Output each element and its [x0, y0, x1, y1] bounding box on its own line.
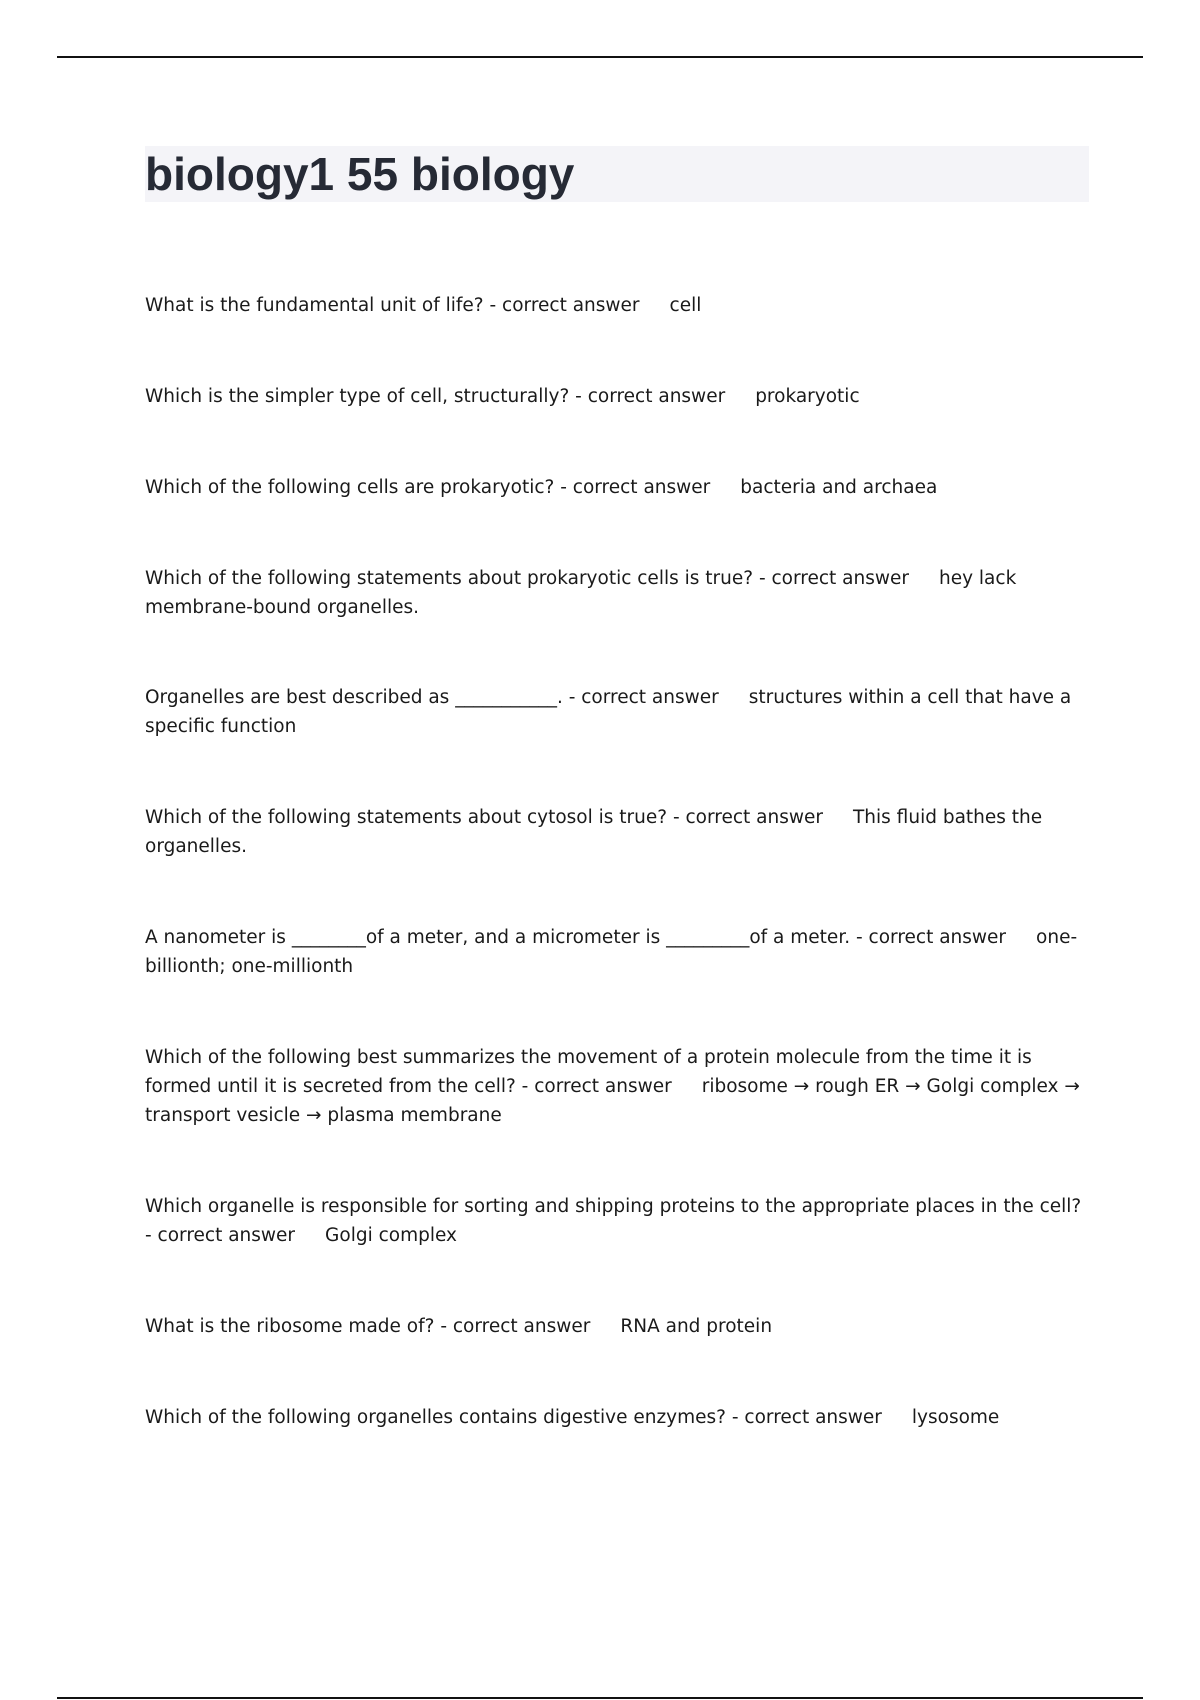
question-text: Which of the following organelles contains digestive enzymes?	[145, 1407, 726, 1428]
answer-label: - correct answer	[434, 1316, 591, 1337]
answer-label: - correct answer	[753, 568, 909, 589]
qa-item	[145, 1192, 1090, 1250]
qa-item	[145, 1312, 1090, 1341]
qa-item	[145, 683, 1090, 741]
answer-label: - correct answer	[850, 927, 1007, 948]
qa-item	[145, 1403, 1090, 1432]
answer-label: - correct answer	[483, 295, 640, 316]
question-text: A nanometer is ________of a meter, and a micrometer is _________of a meter.	[145, 927, 851, 948]
answer-text: structures within a cell that have a specific function	[145, 687, 1072, 737]
answer-label: - correct answer	[667, 807, 823, 828]
answer-text: cell	[669, 295, 702, 316]
question-text: Which of the following best summarizes the movement of a protein molecule from the time it is formed until it is secreted from the cell?	[145, 1047, 1032, 1097]
bottom-rule	[57, 1697, 1143, 1699]
question-text: Which is the simpler type of cell, structurally?	[145, 386, 570, 407]
answer-label: - correct answer	[569, 386, 726, 407]
qa-item	[145, 803, 1090, 861]
answer-text: hey lack membrane-bound organelles.	[145, 568, 1017, 618]
answer-text: prokaryotic	[755, 386, 860, 407]
qa-item	[145, 382, 1090, 411]
question-text: What is the fundamental unit of life?	[145, 295, 484, 316]
question-text: Which organelle is responsible for sorting and shipping proteins to the appropriate places in the cell?	[145, 1196, 1082, 1217]
answer-text: ribosome → rough ER → Golgi complex → transport vesicle → plasma membrane	[145, 1076, 1080, 1126]
answer-label: - correct answer	[554, 477, 711, 498]
question-text: Organelles are best described as ___________.	[145, 687, 563, 708]
answer-label: - correct answer	[515, 1076, 672, 1097]
qa-item	[145, 473, 1090, 502]
answer-text: bacteria and archaea	[740, 477, 938, 498]
top-rule	[57, 56, 1143, 58]
qa-item	[145, 564, 1090, 622]
answer-text: This fluid bathes the organelles.	[145, 807, 1043, 857]
document-title: biology1 55 biology	[145, 148, 575, 200]
question-text: What is the ribosome made of?	[145, 1316, 435, 1337]
question-text: Which of the following statements about cytosol is true?	[145, 807, 668, 828]
answer-text: one-billionth; one-millionth	[145, 927, 1078, 977]
qa-item	[145, 291, 1090, 320]
qa-item	[145, 923, 1090, 981]
answer-label: - correct answer	[145, 1225, 296, 1246]
answer-text: lysosome	[911, 1407, 1000, 1428]
question-text: Which of the following cells are prokaryotic?	[145, 477, 555, 498]
answer-text: RNA and protein	[620, 1316, 773, 1337]
answer-label: - correct answer	[725, 1407, 882, 1428]
answer-text: Golgi complex	[325, 1225, 458, 1246]
qa-item	[145, 1043, 1090, 1130]
answer-label: - correct answer	[562, 687, 719, 708]
question-text: Which of the following statements about prokaryotic cells is true?	[145, 568, 754, 589]
